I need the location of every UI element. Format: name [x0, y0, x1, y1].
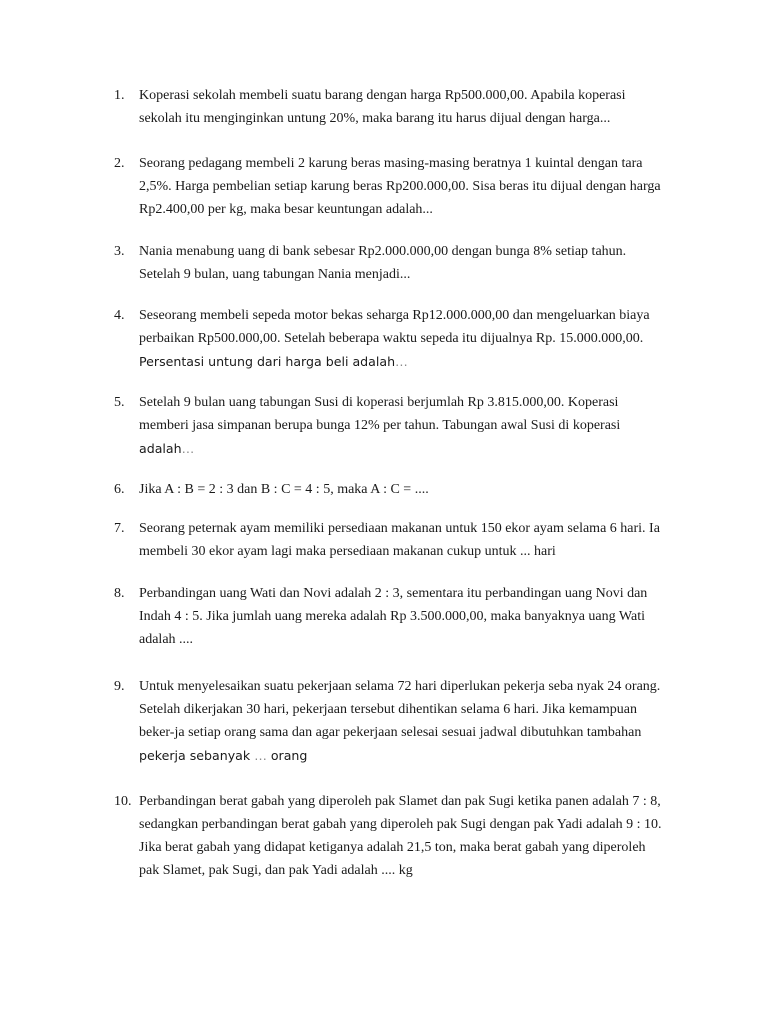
problem-line	[139, 350, 679, 373]
problem-line: Nania menabung uang di bank sebesar Rp2.000.000,00 dengan bunga 8% setiap tahun.	[139, 244, 627, 259]
problem-line: membeli 30 ekor ayam lagi maka persediaan makanan cukup untuk ... hari	[139, 544, 556, 559]
ellipsis: …	[254, 748, 267, 763]
problem-line: Indah 4 : 5. Jika jumlah uang mereka adalah Rp 3.500.000,00, maka banyaknya uang Wati	[139, 609, 645, 624]
problem-line: 2,5%. Harga pembelian setiap karung beras Rp200.000,00. Sisa beras itu dijual dengan harga	[139, 179, 661, 194]
problem-line: Koperasi sekolah membeli suatu barang dengan harga Rp500.000,00. Apabila koperasi	[139, 88, 626, 103]
problem-line-text: pekerja sebanyak	[139, 748, 251, 763]
problem-text	[139, 304, 679, 373]
problem-line: sekolah itu menginginkan untung 20%, maka barang itu harus dijual dengan harga...	[139, 111, 611, 126]
problem-line: Rp2.400,00 per kg, maka besar keuntungan adalah...	[139, 202, 433, 217]
problem-line: beker-ja setiap orang sama dan agar pekerjaan selesai sesuai jadwal dibutuhkan tambahan	[139, 725, 642, 740]
problem-text	[139, 675, 679, 767]
problem-line	[139, 744, 679, 767]
problem-line: Setelah dikerjakan 30 hari, pekerjaan tersebut dihentikan selama 6 hari. Jika kemampuan	[139, 702, 637, 717]
problem-line: Seseorang membeli sepeda motor bekas seharga Rp12.000.000,00 dan mengeluarkan biaya	[139, 308, 650, 323]
problem-line: Setelah 9 bulan uang tabungan Susi di koperasi berjumlah Rp 3.815.000,00. Koperasi	[139, 395, 619, 410]
problem-text	[139, 790, 679, 882]
ellipsis: …	[181, 441, 195, 456]
problem-line: Seorang pedagang membeli 2 karung beras masing-masing beratnya 1 kuintal dengan tara	[139, 156, 643, 171]
problem-number: 1.	[114, 88, 125, 103]
problem-line-text: Persentasi untung dari harga beli adalah	[139, 354, 396, 369]
problem-line: memberi jasa simpanan berupa bunga 12% per tahun. Tabungan awal Susi di koperasi	[139, 418, 621, 433]
problem-line-text: adalah	[139, 441, 182, 456]
ellipsis: …	[395, 354, 408, 369]
problem-number: 3.	[114, 244, 125, 259]
problem-line: perbaikan Rp500.000,00. Setelah beberapa waktu sepeda itu dijualnya Rp. 15.000.000,00.	[139, 331, 644, 346]
problem-text	[139, 84, 679, 130]
problem-number: 6.	[114, 482, 125, 497]
problem-number: 8.	[114, 586, 125, 601]
problem-text	[139, 478, 679, 501]
problem-number: 10.	[114, 794, 132, 809]
problem-line: Untuk menyelesaikan suatu pekerjaan selama 72 hari diperlukan pekerja seba nyak 24 orang.	[139, 679, 661, 694]
problem-text	[139, 391, 679, 460]
problem-line: Perbandingan berat gabah yang diperoleh pak Slamet dan pak Sugi ketika panen adalah 7 : 8,	[139, 794, 661, 809]
problem-text	[139, 517, 679, 563]
problem-line: Setelah 9 bulan, uang tabungan Nania menjadi...	[139, 267, 411, 282]
problem-line: Jika berat gabah yang didapat ketiganya adalah 21,5 ton, maka berat gabah yang diperoleh	[139, 840, 646, 855]
problem-number: 9.	[114, 679, 125, 694]
problem-line	[139, 437, 679, 460]
problem-number: 5.	[114, 395, 125, 410]
problem-number: 2.	[114, 156, 125, 171]
problem-line-tail: orang	[270, 748, 308, 763]
problem-line: pak Slamet, pak Sugi, dan pak Yadi adalah .... kg	[139, 863, 413, 878]
problem-text	[139, 240, 679, 286]
problem-number: 7.	[114, 521, 125, 536]
problem-number: 4.	[114, 308, 125, 323]
problem-line: Seorang peternak ayam memiliki persediaan makanan untuk 150 ekor ayam selama 6 hari. Ia	[139, 521, 660, 536]
problem-line: adalah ....	[139, 632, 194, 647]
problem-line: sedangkan perbandingan berat gabah yang diperoleh pak Sugi dengan pak Yadi adalah 9 : 10.	[139, 817, 662, 832]
problem-text	[139, 582, 679, 651]
problem-text	[139, 152, 679, 221]
problem-line: Jika A : B = 2 : 3 dan B : C = 4 : 5, maka A : C = ....	[139, 482, 429, 497]
problem-line: Perbandingan uang Wati dan Novi adalah 2 : 3, sementara itu perbandingan uang Novi dan	[139, 586, 648, 601]
